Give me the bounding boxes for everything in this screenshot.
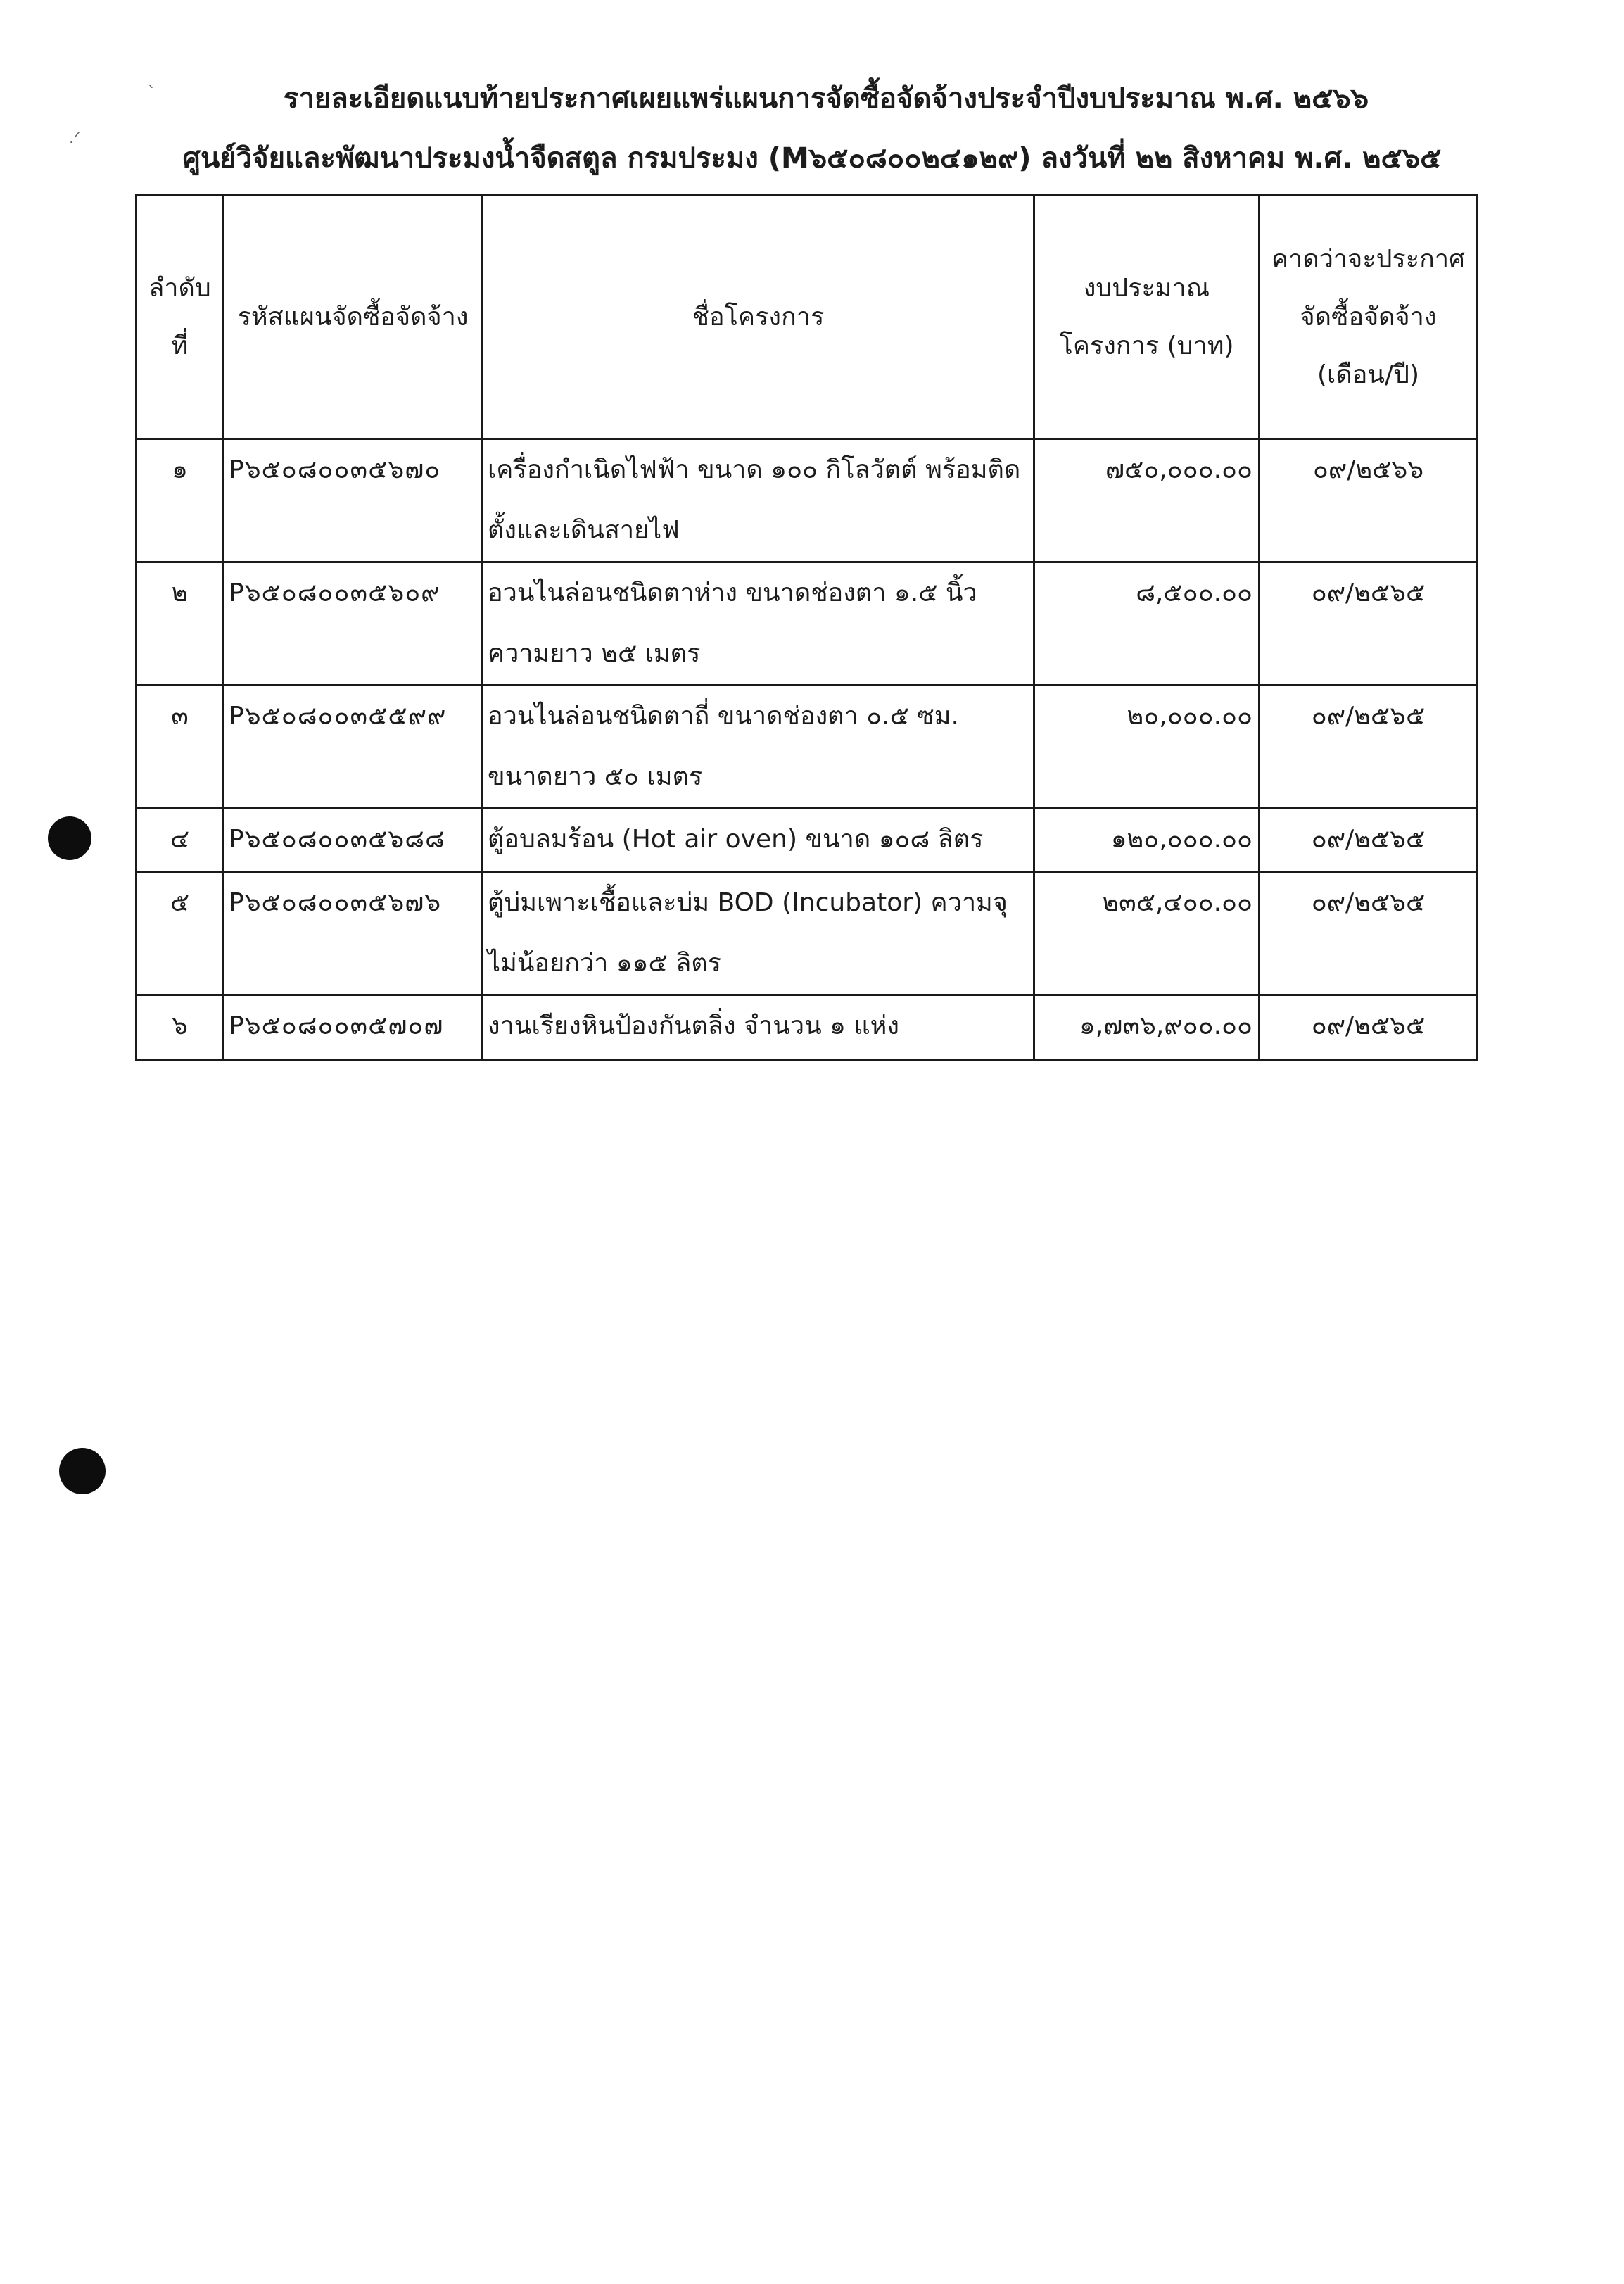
cell-project-name: อวนไนล่อนชนิดตาห่าง ขนาดช่องตา ๑.๕ นิ้ว ความยาว ๒๕ เมตร xyxy=(483,562,1034,686)
cell-plan-code: P๖๕๐๘๐๐๓๕๖๗๖ xyxy=(224,872,483,995)
cell-budget: ๑,๗๓๖,๙๐๐.๐๐ xyxy=(1034,995,1260,1060)
table-row xyxy=(137,686,1478,809)
cell-announce-date: ๐๙/๒๕๖๕ xyxy=(1260,809,1478,872)
cell-project-name: ตู้บ่มเพาะเชื้อและบ่ม BOD (Incubator) ความจุไม่น้อยกว่า ๑๑๕ ลิตร xyxy=(483,872,1034,995)
punch-hole-mark xyxy=(59,1448,106,1494)
cell-seq: ๓ xyxy=(137,686,224,809)
table-row xyxy=(137,809,1478,872)
cell-budget: ๘,๕๐๐.๐๐ xyxy=(1034,562,1260,686)
table-row xyxy=(137,439,1478,562)
cell-announce-date: ๐๙/๒๕๖๕ xyxy=(1260,562,1478,686)
cell-project-name: เครื่องกำเนิดไฟฟ้า ขนาด ๑๐๐ กิโลวัตต์ พร้อมติดตั้งและเดินสายไฟ xyxy=(483,439,1034,562)
cell-project-name: ตู้อบลมร้อน (Hot air oven) ขนาด ๑๐๘ ลิตร xyxy=(483,809,1034,872)
cell-plan-code: P๖๕๐๘๐๐๓๕๕๙๙ xyxy=(224,686,483,809)
table-row xyxy=(137,995,1478,1060)
cell-budget: ๒๐,๐๐๐.๐๐ xyxy=(1034,686,1260,809)
cell-budget: ๗๕๐,๐๐๐.๐๐ xyxy=(1034,439,1260,562)
header-project-name: ชื่อโครงการ xyxy=(483,196,1034,439)
table-header-row xyxy=(137,196,1478,439)
scan-speck-mark: ` xyxy=(148,84,156,102)
cell-announce-date: ๐๙/๒๕๖๕ xyxy=(1260,995,1478,1060)
header-seq: ลำดับที่ xyxy=(137,196,224,439)
cell-project-name: อวนไนล่อนชนิดตาถี่ ขนาดช่องตา ๐.๕ ซม. ขนาดยาว ๕๐ เมตร xyxy=(483,686,1034,809)
document-subtitle: ศูนย์วิจัยและพัฒนาประมงน้ำจืดสตูล กรมประมง (M๖๕๐๘๐๐๒๔๑๒๙) ลงวันที่ ๒๒ สิงหาคม พ.ศ. ๒๕๖๕ xyxy=(182,142,1442,175)
cell-seq: ๕ xyxy=(137,872,224,995)
header-announce-date: คาดว่าจะประกาศจัดซื้อจัดจ้าง (เดือน/ปี) xyxy=(1260,196,1478,439)
cell-seq: ๒ xyxy=(137,562,224,686)
document-title: รายละเอียดแนบท้ายประกาศเผยแพร่แผนการจัดซื้อจัดจ้างประจำปีงบประมาณ พ.ศ. ๒๕๖๖ xyxy=(283,82,1369,115)
table-row xyxy=(137,872,1478,995)
header-budget: งบประมาณโครงการ (บาท) xyxy=(1034,196,1260,439)
scan-speck-mark: .ᐟ xyxy=(69,130,81,147)
cell-announce-date: ๐๙/๒๕๖๖ xyxy=(1260,439,1478,562)
cell-project-name: งานเรียงหินป้องกันตลิ่ง จำนวน ๑ แห่ง xyxy=(483,995,1034,1060)
cell-announce-date: ๐๙/๒๕๖๕ xyxy=(1260,686,1478,809)
cell-seq: ๑ xyxy=(137,439,224,562)
table-row xyxy=(137,562,1478,686)
cell-seq: ๖ xyxy=(137,995,224,1060)
cell-announce-date: ๐๙/๒๕๖๕ xyxy=(1260,872,1478,995)
cell-plan-code: P๖๕๐๘๐๐๓๕๖๗๐ xyxy=(224,439,483,562)
cell-plan-code: P๖๕๐๘๐๐๓๕๖๘๘ xyxy=(224,809,483,872)
cell-plan-code: P๖๕๐๘๐๐๓๕๖๐๙ xyxy=(224,562,483,686)
header-plan-code: รหัสแผนจัดซื้อจัดจ้าง xyxy=(224,196,483,439)
cell-budget: ๒๓๕,๔๐๐.๐๐ xyxy=(1034,872,1260,995)
cell-seq: ๔ xyxy=(137,809,224,872)
punch-hole-mark xyxy=(48,816,91,860)
cell-budget: ๑๒๐,๐๐๐.๐๐ xyxy=(1034,809,1260,872)
procurement-plan-table xyxy=(135,194,1478,1061)
cell-plan-code: P๖๕๐๘๐๐๓๕๗๐๗ xyxy=(224,995,483,1060)
